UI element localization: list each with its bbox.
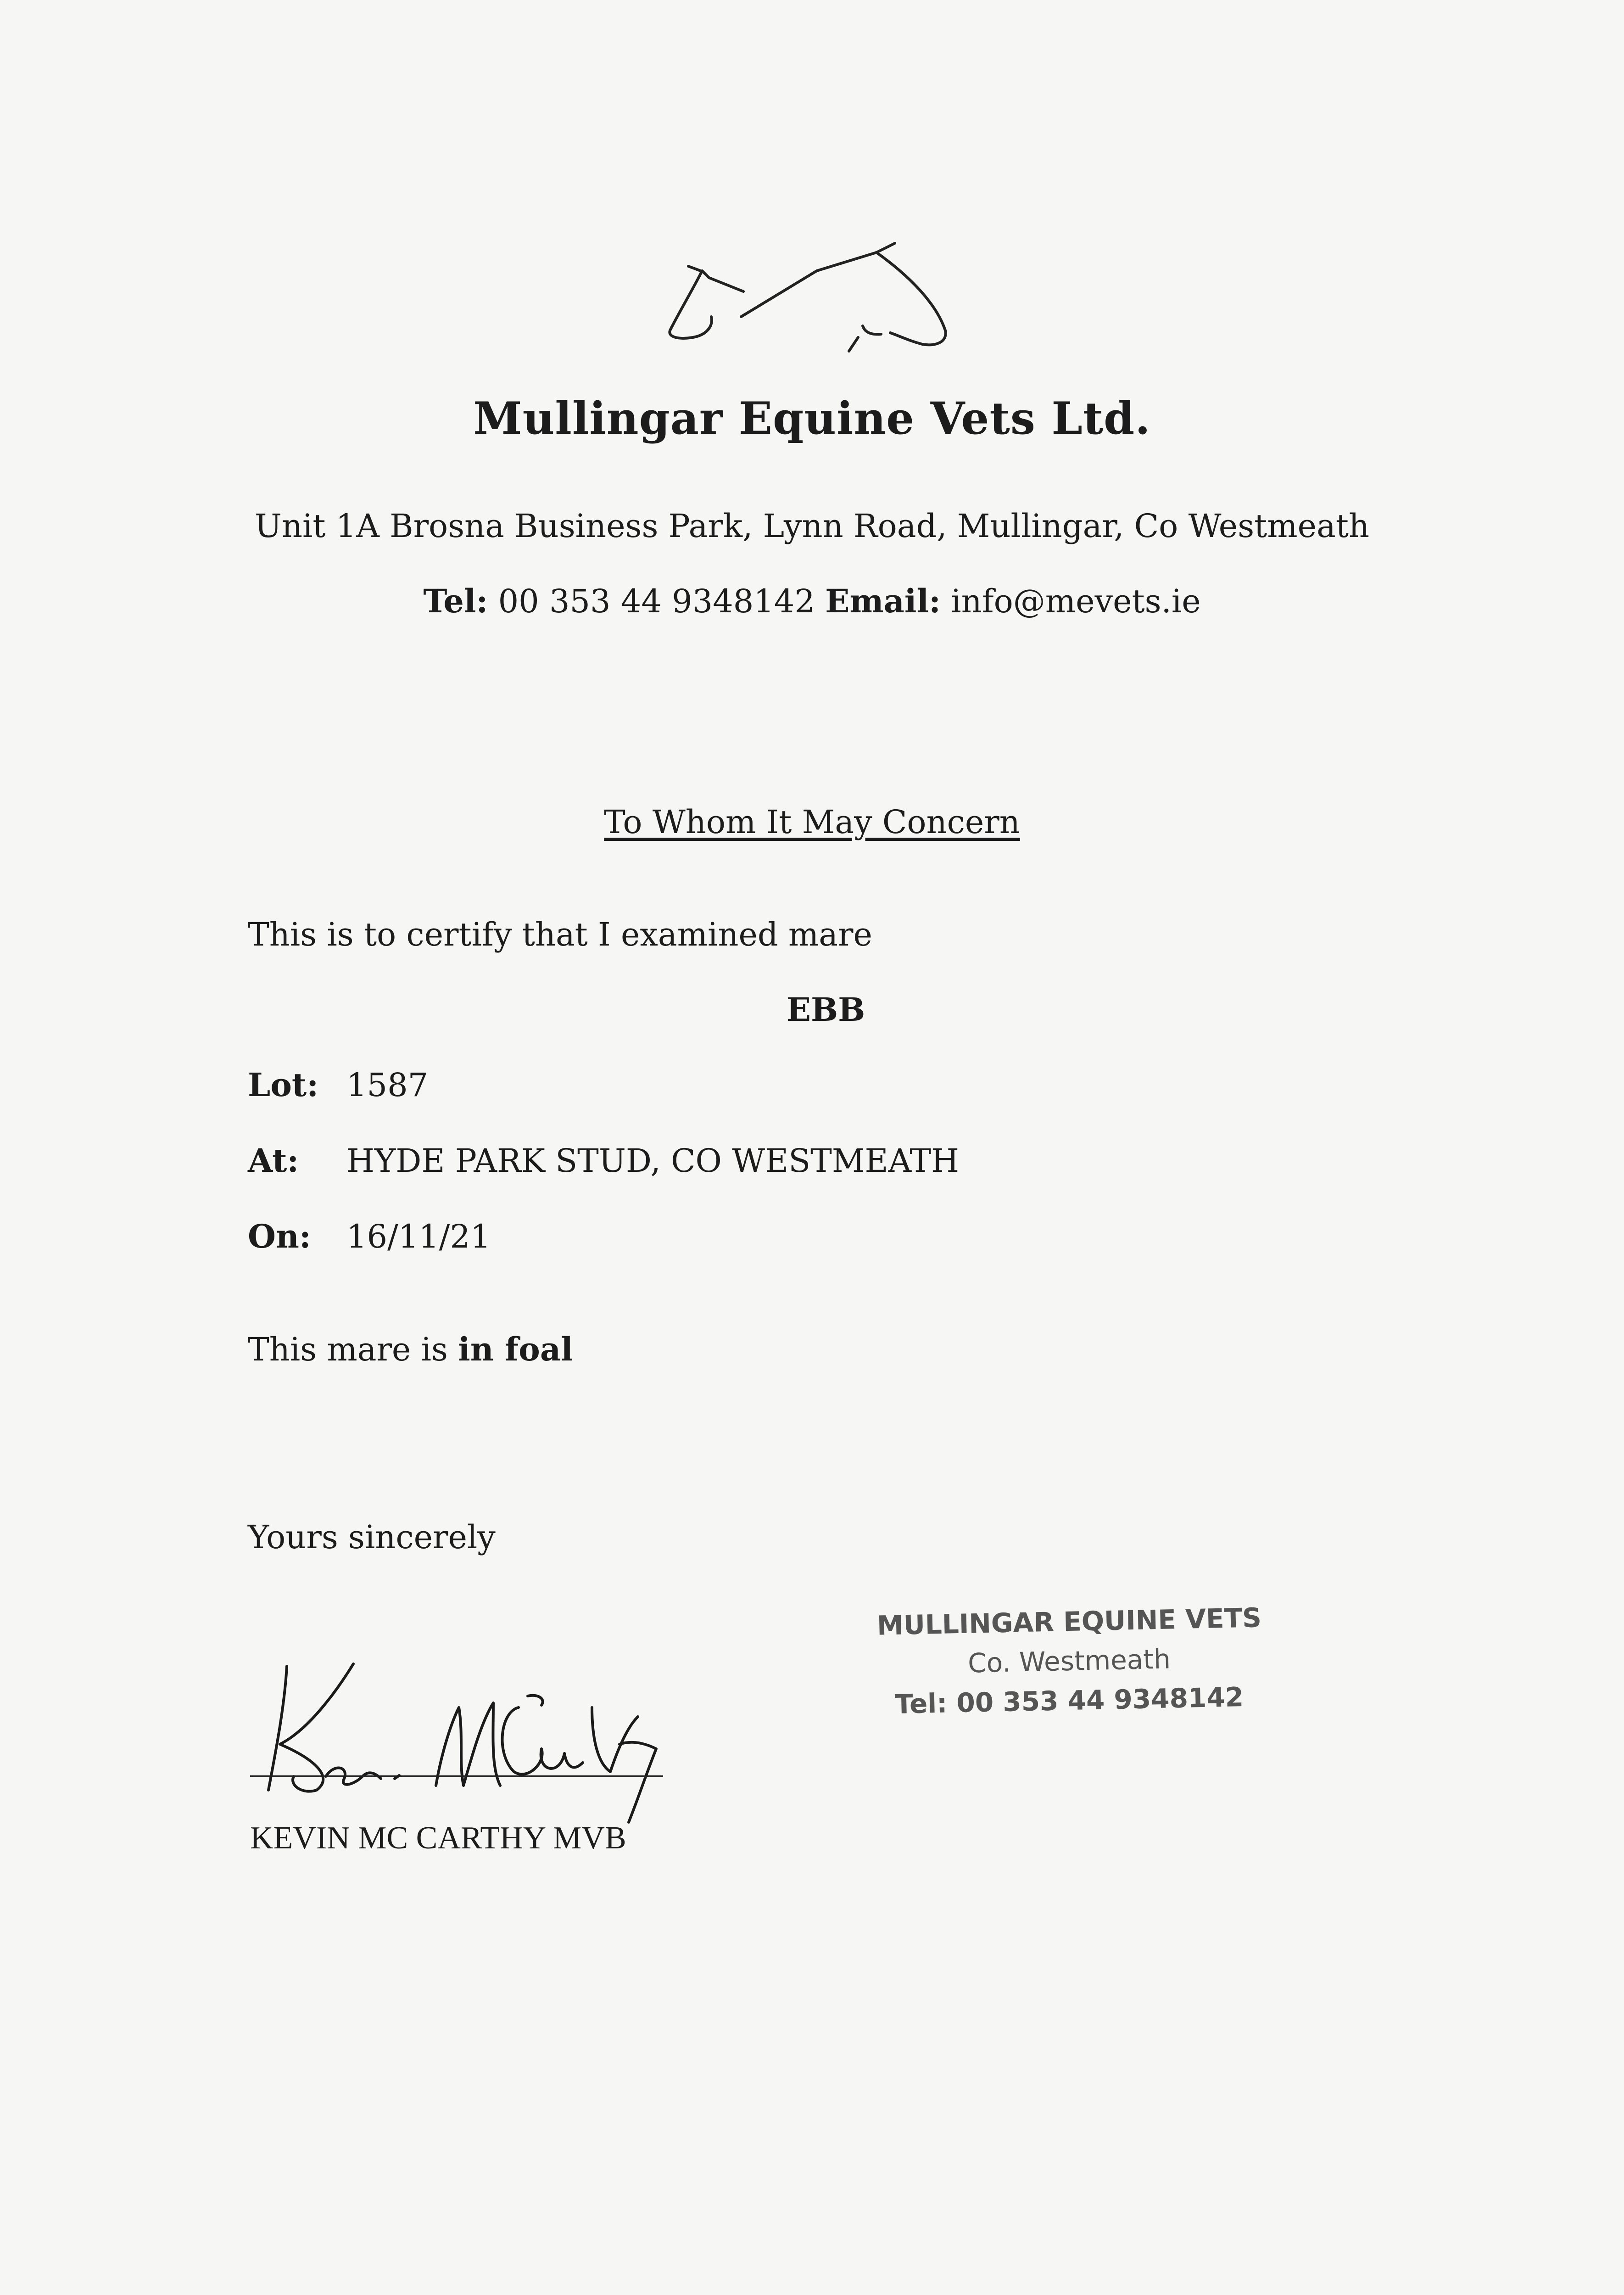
tel-value: 00 353 44 9348142 [498,582,815,620]
salutation: To Whom It May Concern [604,803,1020,841]
at-label: At: [248,1142,299,1180]
on-label: On: [248,1217,311,1255]
lot-value: 1587 [346,1066,429,1104]
company-address: Unit 1A Brosna Business Park, Lynn Road, Mullingar, Co Westmeath [254,507,1370,545]
date-field [248,1217,491,1255]
mare-name: EBB [786,991,865,1029]
at-value: HYDE PARK STUD, CO WESTMEATH [346,1142,960,1180]
status-value: in foal [458,1330,573,1368]
contact-line [0,582,1624,620]
tel-label: Tel: [423,582,488,620]
practice-stamp [863,1602,1276,1720]
pregnancy-status [248,1330,573,1368]
signatory-name: KEVIN MC CARTHY MVB [250,1820,626,1856]
handwritten-signature [243,1652,693,1836]
company-name: Mullingar Equine Vets Ltd. [473,392,1151,444]
email-value: info@mevets.ie [951,582,1201,620]
lot-label: Lot: [248,1066,319,1104]
closing: Yours sincerely [248,1518,496,1556]
horse-heads-logo-icon [661,239,954,358]
signature-line [250,1775,663,1777]
email-label: Email: [825,582,941,620]
stamp-line-3: Tel: 00 353 44 9348142 [894,1681,1244,1720]
status-prefix: This mare is [248,1331,458,1368]
on-value: 16/11/21 [346,1218,491,1255]
stamp-line-2: Co. Westmeath [967,1643,1171,1679]
lot-field [248,1066,428,1104]
certify-text: This is to certify that I examined mare [248,916,872,953]
location-field [248,1142,959,1180]
stamp-line-1: MULLINGAR EQUINE VETS [876,1602,1262,1641]
